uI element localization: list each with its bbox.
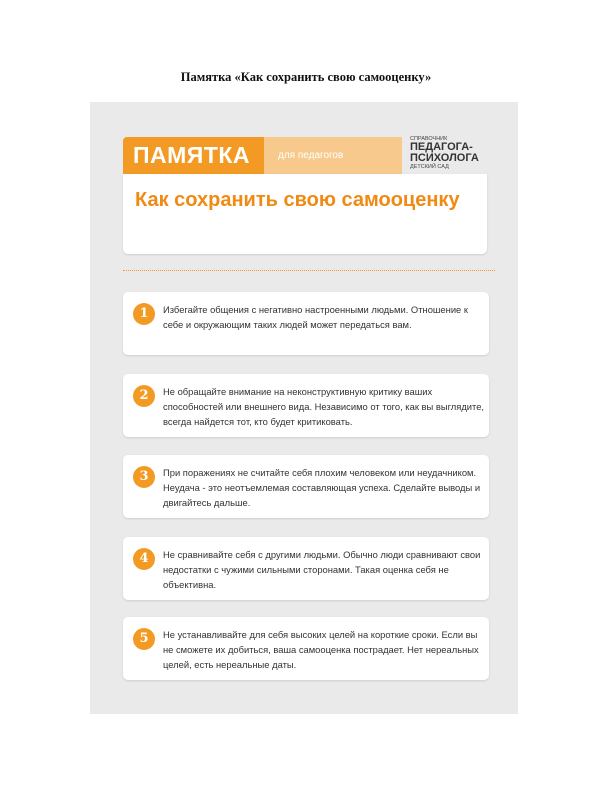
tip-card-1 xyxy=(123,292,489,355)
tip-number-1: 1 xyxy=(133,303,155,325)
document-title: Памятка «Как сохранить свою самооценку» xyxy=(180,70,432,84)
tip-number-5: 5 xyxy=(133,628,155,650)
tip-number-3: 3 xyxy=(133,466,155,488)
tip-number-4: 4 xyxy=(133,548,155,570)
brand-sub-text: ДЕТСКИЙ САД xyxy=(410,164,449,170)
brand-line2: ПСИХОЛОГА xyxy=(410,152,479,164)
tip-card-2 xyxy=(123,374,489,437)
memo-badge-label: ПАМЯТКА xyxy=(133,142,251,168)
tip-text-4: Не сравнивайте себя с другими людьми. Обычно люди сравнивают свои недостатки с чужими сильными сторонами. Такая оценка себя не объективна. xyxy=(163,549,481,590)
tip-text-2: Не обращайте внимание на неконструктивную критику ваших способностей или внешнего вида. Независимо от того, как вы выглядите, всегда найдется тот, кто будет критиковать. xyxy=(163,386,485,427)
brand-small-text: СПРАВОЧНИК xyxy=(410,136,448,142)
tip-text-3: При поражениях не считайте себя плохим человеком или неудачником. Неудача - это неотъемлемая составляющая успеха. Сделайте выводы и двигайтесь дальше. xyxy=(163,467,481,508)
tip-card-5 xyxy=(123,617,489,680)
audience-label: для педагогов xyxy=(278,150,344,161)
tip-text-5: Не устанавливайте для себя высоких целей на короткие сроки. Если вы не сможете их добиться, ваша самооценка пострадает. Нет нереальных целей, есть нереальные даты. xyxy=(163,629,479,670)
brand-logo xyxy=(410,136,490,176)
tip-text-1: Избегайте общения с негативно настроенными людьми. Отношение к себе и окружающим таких людей может передаться вам. xyxy=(163,304,468,330)
dotted-divider xyxy=(123,270,495,271)
title-card xyxy=(123,174,487,254)
memo-badge xyxy=(123,137,264,174)
tip-number-2: 2 xyxy=(133,385,155,407)
brand-line1: ПЕДАГОГА- xyxy=(410,141,473,153)
tip-card-4 xyxy=(123,537,489,600)
memo-title: Как сохранить свою самооценку xyxy=(135,189,460,211)
audience-tab xyxy=(264,137,402,174)
tip-card-3 xyxy=(123,455,489,518)
